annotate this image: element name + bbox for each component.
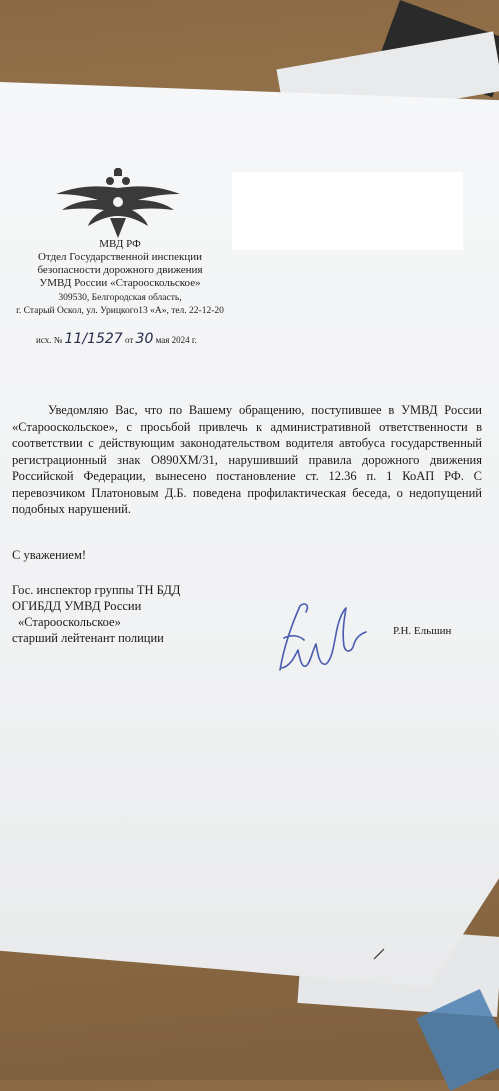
org-line-umvd: УМВД России «Старооскольское»: [39, 277, 201, 289]
outgoing-reference: [36, 331, 197, 347]
org-line-mvd: МВД РФ: [99, 238, 141, 250]
ref-from: от: [124, 335, 134, 345]
handwritten-signature-icon: [270, 594, 370, 678]
pen-mark: [372, 947, 386, 961]
org-address-line2: г. Старый Оскол, ул. Урицкого13 «А», тел. 22-12-20: [16, 306, 224, 316]
signatory-name: Р.Н. Ельшин: [393, 625, 452, 637]
signatory-block: [12, 582, 180, 646]
signatory-title: Гос. инспектор группы ТН БДД: [12, 583, 181, 597]
ref-month-year: мая 2024 г.: [155, 335, 197, 345]
org-address-line1: 309530, Белгородская область,: [58, 293, 182, 303]
signatory-unit: «Старооскольское»: [18, 615, 121, 629]
closing-regards: С уважением!: [12, 548, 87, 562]
letter-body: [12, 402, 482, 518]
signatory-department: ОГИБДД УМВД России: [12, 599, 142, 613]
redacted-recipient-block: [232, 172, 463, 250]
ref-prefix: исх. №: [36, 335, 63, 345]
signatory-rank: старший лейтенант полиции: [12, 631, 164, 645]
org-line-inspection: безопасности дорожного движения: [37, 264, 203, 276]
ref-day: 30: [135, 331, 154, 347]
org-line-department: Отдел Государственной инспекции: [37, 251, 203, 263]
letter-paragraph: Уведомляю Вас, что по Вашему обращению, поступившее в УМВД России «Старооскольское», с просьбой привлечь к административной ответственности в соответствии с действующим законодательством водителя автобуса государственный регистрационный знак О890ХМ/31, нарушивший правила дорожного движения Российской Федерации, вынесено постановление ст. 12.36 п. 1 КоАП РФ. С перевозчиком Платоновым Д.Б. поведена профилактическая беседа, о недопущений подобных нарушений.: [12, 403, 482, 516]
ref-number: 11/1527: [64, 331, 123, 347]
double-headed-eagle-emblem-icon: [52, 168, 184, 240]
